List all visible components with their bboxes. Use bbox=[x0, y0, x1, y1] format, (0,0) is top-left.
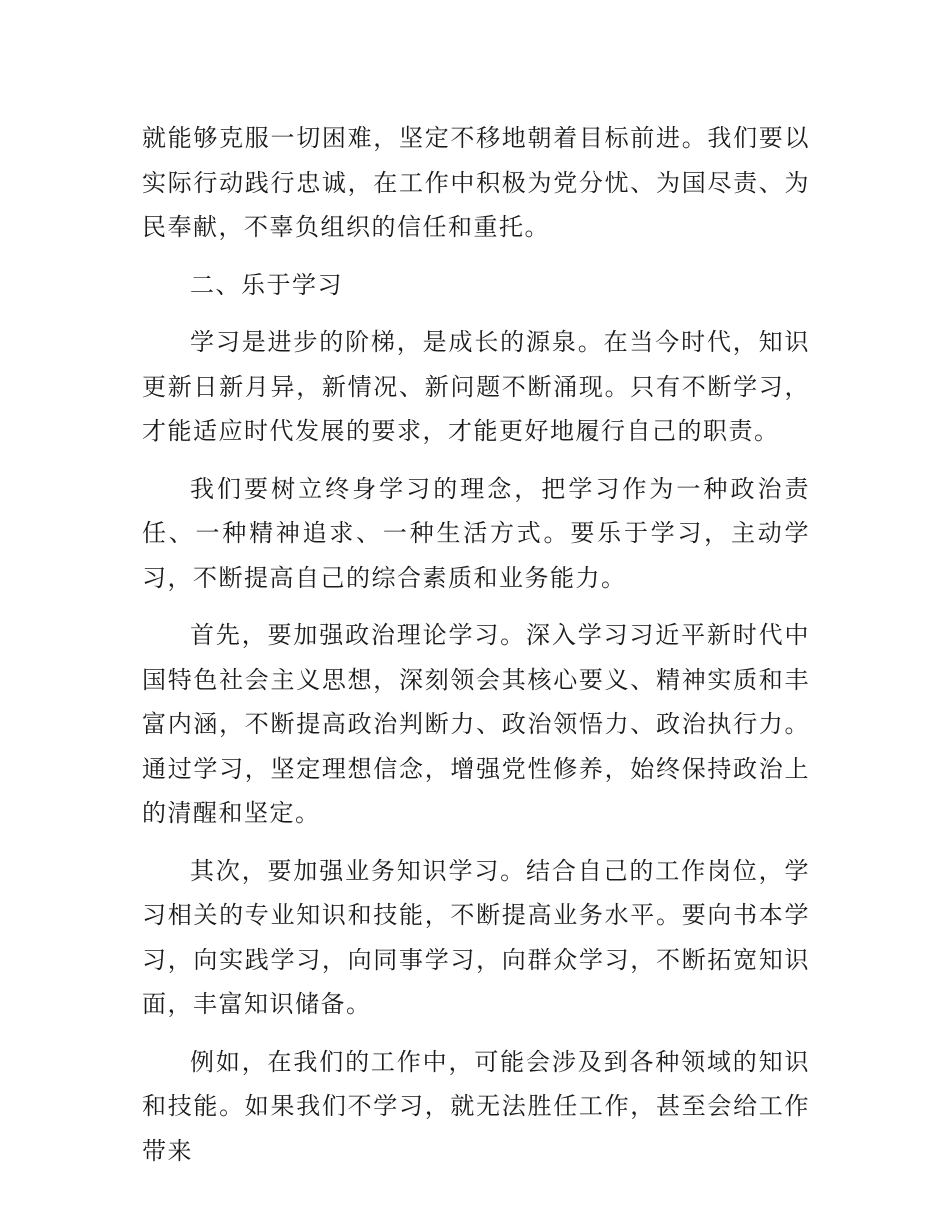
paragraph: 我们要树立终身学习的理念，把学习作为一种政治责任、一种精神追求、一种生活方式。要乐于学习，主动学习，不断提高自己的综合素质和业务能力。 bbox=[142, 474, 810, 592]
document-body bbox=[142, 116, 810, 1186]
paragraph: 学习是进步的阶梯，是成长的源泉。在当今时代，知识更新日新月异，新情况、新问题不断涌现。只有不断学习，才能适应时代发展的要求，才能更好地履行自己的职责。 bbox=[142, 328, 810, 445]
paragraph: 首先，要加强政治理论学习。深入学习习近平新时代中国特色社会主义思想，深刻领会其核心要义、精神实质和丰富内涵，不断提高政治判断力、政治领悟力、政治执行力。通过学习，坚定理想信念，增强党性修养，始终保持政治上的清醒和坚定。 bbox=[142, 621, 810, 827]
section-heading: 二、乐于学习 bbox=[190, 270, 343, 299]
paragraph: 其次，要加强业务知识学习。结合自己的工作岗位，学习相关的专业知识和技能，不断提高业务水平。要向书本学习，向实践学习，向同事学习，向群众学习，不断拓宽知识面，丰富知识储备。 bbox=[142, 856, 810, 1018]
paragraph-continuation: 就能够克服一切困难，坚定不移地朝着目标前进。我们要以实际行动践行忠诚，在工作中积极为党分忧、为国尽责、为民奉献，不辜负组织的信任和重托。 bbox=[142, 124, 810, 241]
paragraph: 例如，在我们的工作中，可能会涉及到各种领域的知识和技能。如果我们不学习，就无法胜任工作，甚至会给工作带来 bbox=[142, 1047, 810, 1165]
